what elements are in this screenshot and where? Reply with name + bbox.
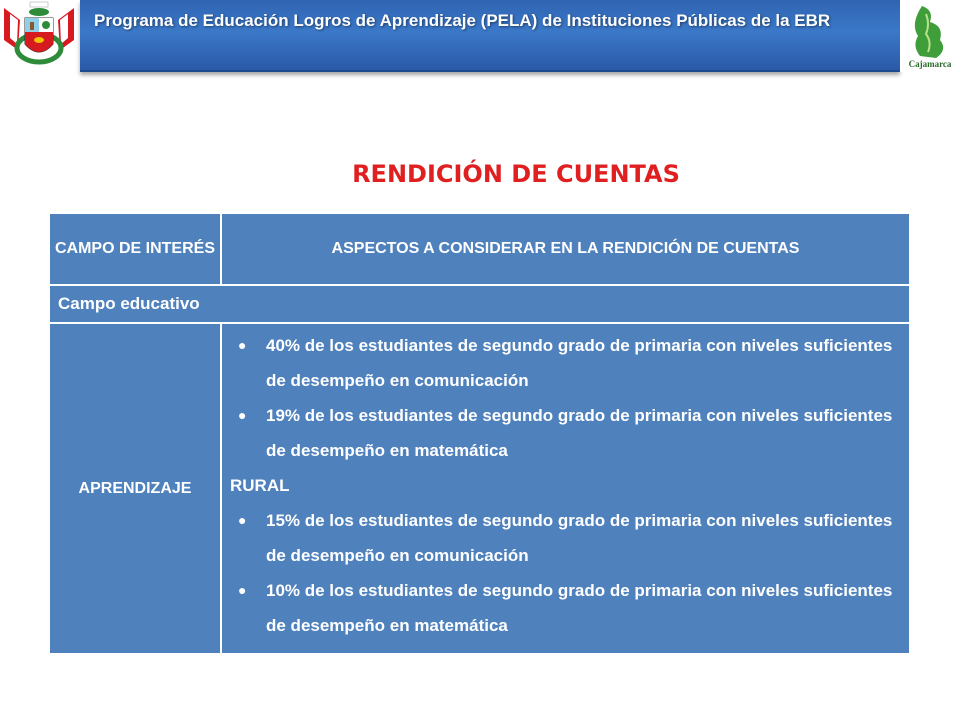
item-text: 10% de los estudiantes de segundo grado de primaria con niveles suficientes de desempeño en matemática: [266, 581, 893, 635]
item-text: 15% de los estudiantes de segundo grado de primaria con niveles suficientes de desempeño en comunicación: [266, 511, 893, 565]
list-item: [230, 328, 903, 398]
list-item: [230, 503, 903, 573]
section-row: [49, 285, 910, 323]
title-banner: [80, 0, 900, 72]
bullet-icon: ●: [238, 407, 247, 423]
slide-title: RENDICIÓN DE CUENTAS: [352, 160, 680, 188]
item-text: 19% de los estudiantes de segundo grado de primaria con niveles suficientes de desempeño en matemática: [266, 406, 893, 460]
program-title: Programa de Educación Logros de Aprendizaje (PELA) de Instituciones Públicas de la EBR: [94, 11, 831, 30]
bullet-icon: ●: [238, 582, 247, 598]
peru-coat-of-arms-logo: [0, 0, 78, 72]
row-label-aprendizaje: APRENDIZAJE: [49, 323, 221, 654]
header-aspectos: ASPECTOS A CONSIDERAR EN LA RENDICIÓN DE CUENTAS: [221, 213, 910, 285]
bullet-icon: ●: [238, 337, 247, 353]
section-campo-educativo: Campo educativo: [49, 285, 910, 323]
header-campo-de-interes: CAMPO DE INTERÉS: [49, 213, 221, 285]
item-text: 40% de los estudiantes de segundo grado de primaria con niveles suficientes de desempeño en comunicación: [266, 336, 893, 390]
table-row: [49, 323, 910, 654]
header: [0, 0, 960, 73]
bullet-icon: ●: [238, 512, 247, 528]
cajamarca-region-logo: [900, 0, 960, 72]
list-item: [230, 573, 903, 643]
table-header-row: [49, 213, 910, 285]
list-item: [230, 398, 903, 468]
rural-subheading: RURAL: [230, 476, 290, 495]
aspects-cell: [221, 323, 910, 654]
accountability-table: [48, 212, 911, 655]
cajamarca-logo-text: Cajamarca: [908, 59, 952, 69]
